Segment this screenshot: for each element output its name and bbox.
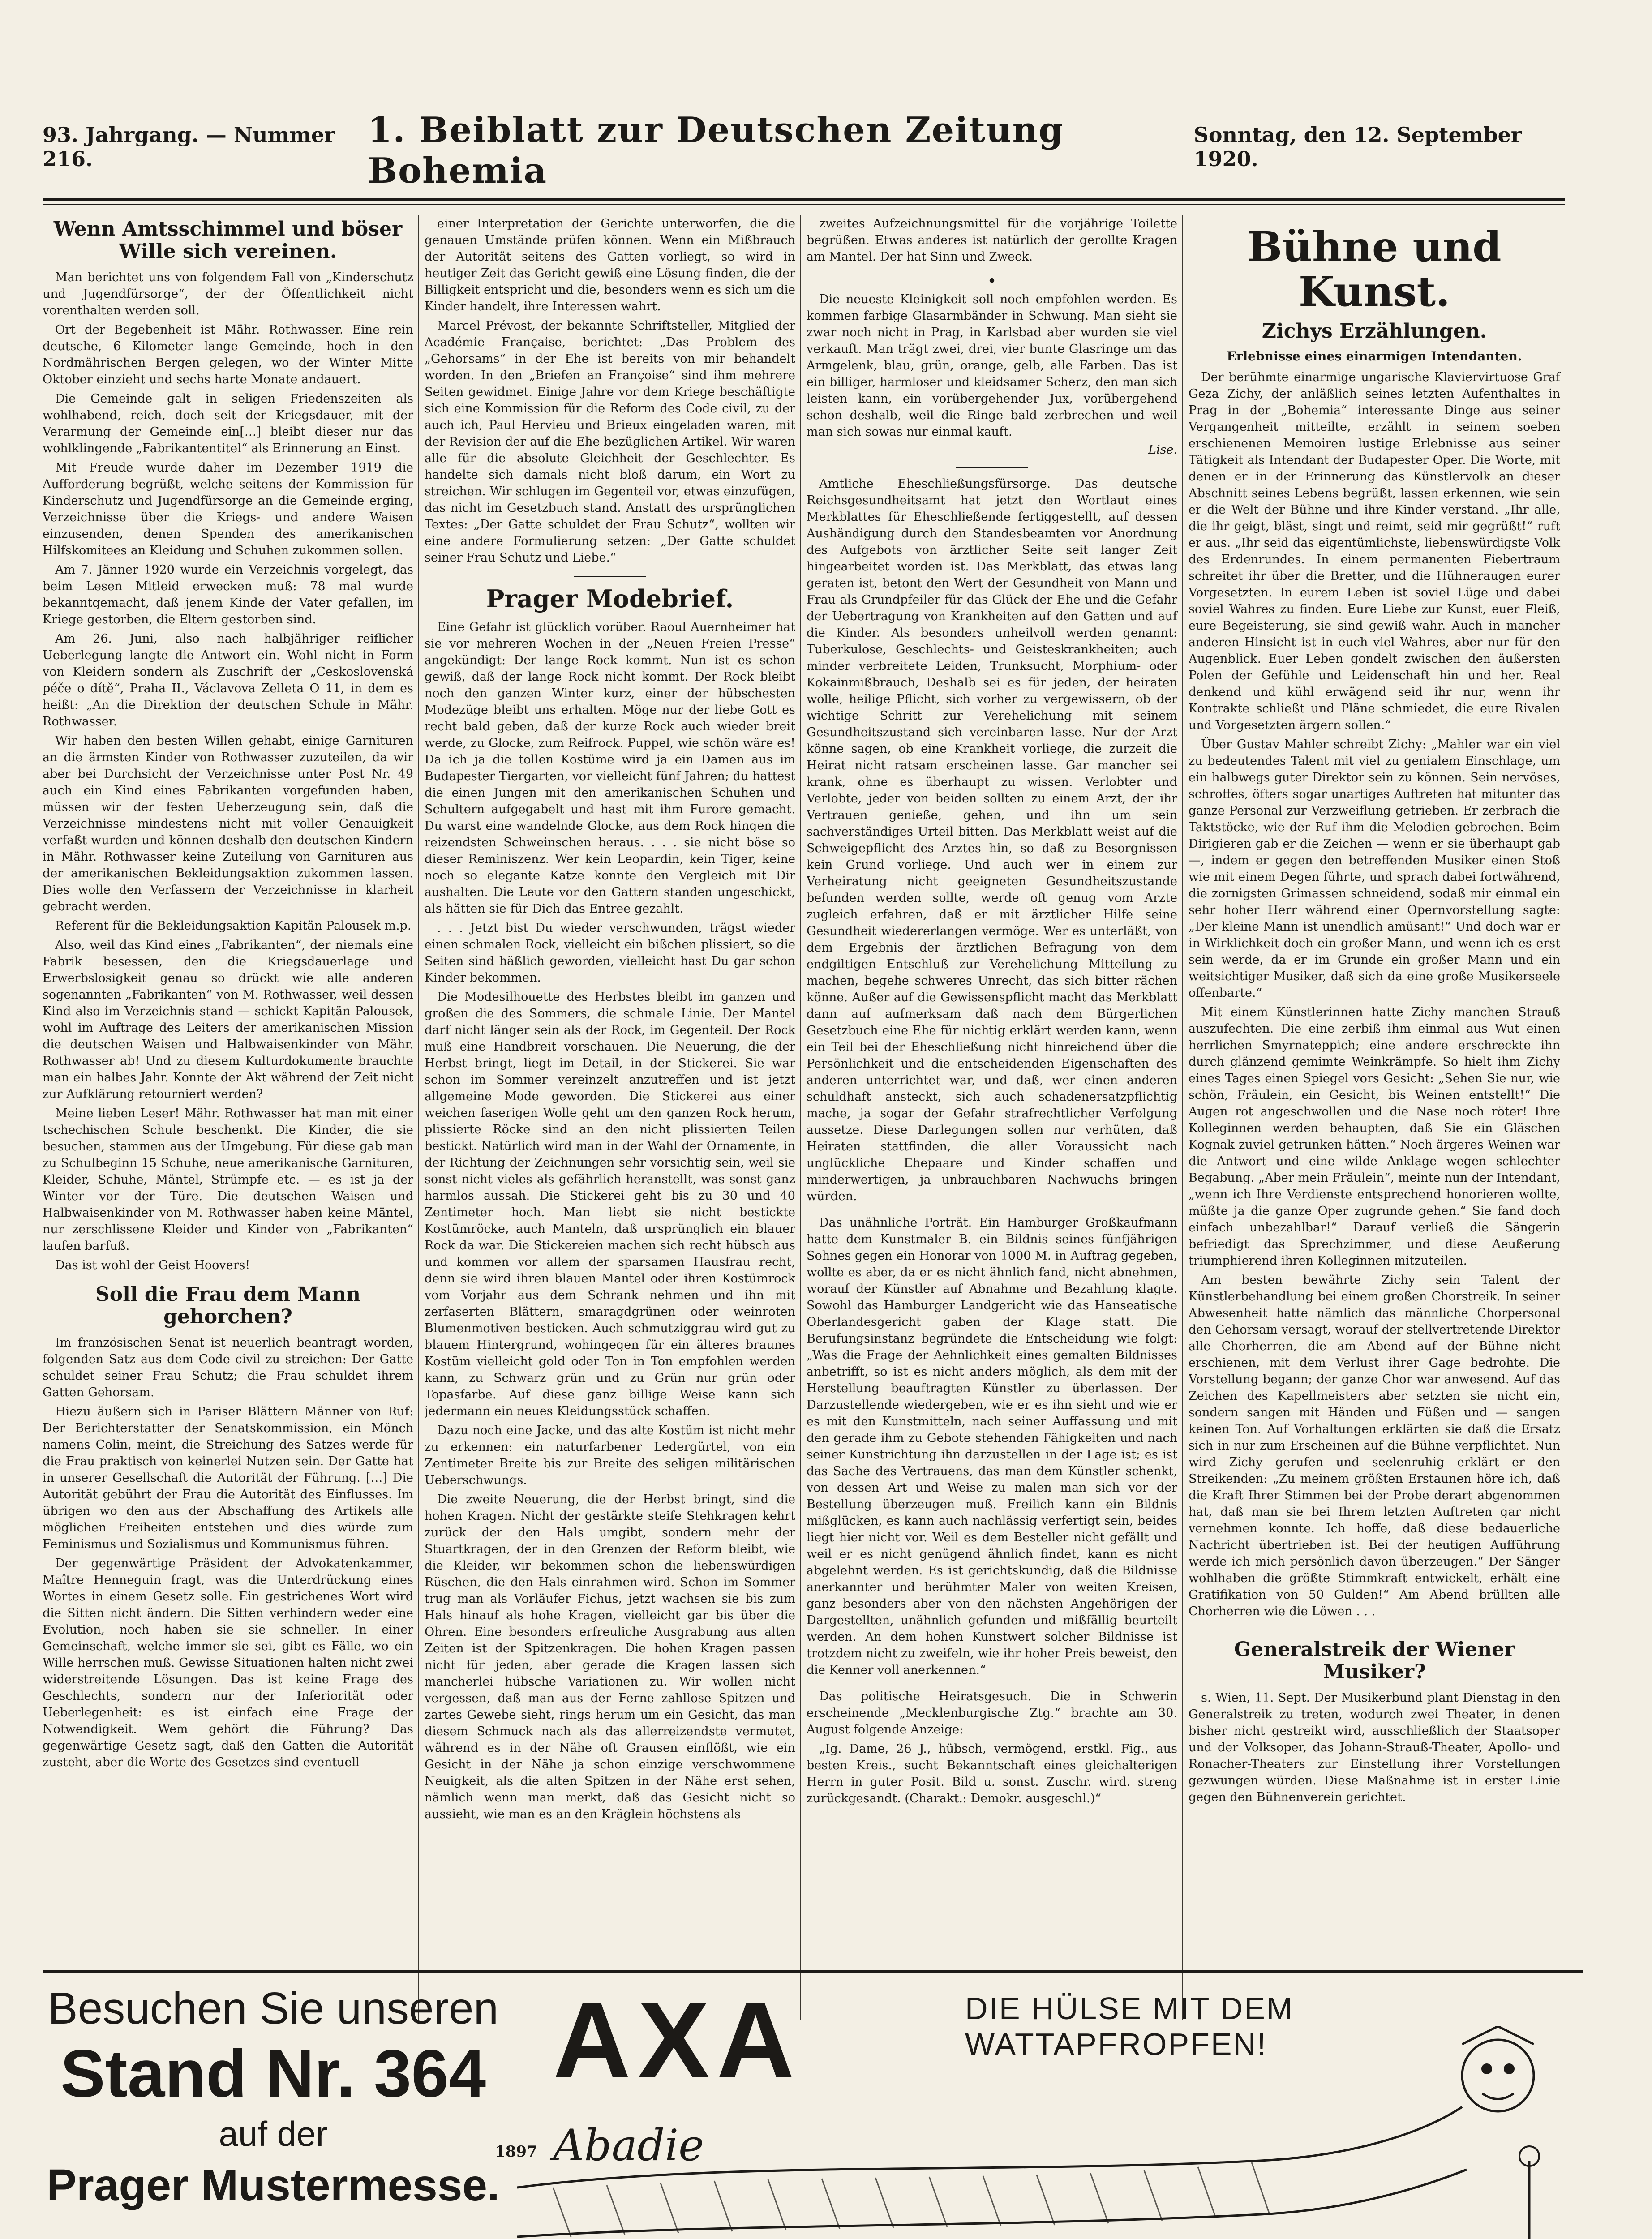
article-paragraph: Meine lieben Leser! Mähr. Rothwasser hat man mit einer tschechischen Schule beschenkt. Die Kinder, die sie besuchen, stammen aus der Umgebung. Für diese gab man zu Schulbeginn 15 Schuhe, neue amerikanische Garnituren, Kleider, Schuhe, Mäntel, Strümpfe etc. — es ist ja der Winter vor der Türe. Die deutschen Waisen und Halbwaisenkinder von M. Rothwasser haben keine Mäntel, nur zerschlissene Kleider und Kinder von „Fabrikanten“ laufen barfuß. (43, 1107, 413, 1253)
masthead (43, 110, 1565, 201)
ad-stand-number: Stand Nr. 364 (60, 2036, 486, 2111)
article-headline: Soll die Frau dem Mann gehorchen? (95, 1283, 360, 1328)
article-paragraph: Der berühmte einarmige ungarische Klaviervirtuose Graf Geza Zichy, der anläßlich seines letzten Aufenthaltes in Prag in der „Bohemia“ interessante Dinge aus seiner Vergangenheit mitteilte, erzählt in seinem soeben erschienenen Memoiren lustige Erlebnisse aus seiner Tätigkeit als Intendant der Budapester Oper. Die Worte, mit denen er in der Erinnerung das Künstlervolk an dieser Abschnitt seines Lebens begrüßt, lassen erkennen, wie sein er die Welt der Bühne und ihre Kinder verstand. „Ihr alle, die ihr geigt, bläst, singt und reimt, seid mir gegrüßt!“ ruft er aus. „Ihr seid das eigentümlichste, liebenswürdigste Volk des Erdenrundes. In einem permanenten Fiebertraum schreitet ihr über die Bretter, und die Hühneraugen eurer Vorgesetzten. In eurem Leben ist soviel Lüge und dabei soviel Wahres zu finden. Eure Liebe zur Kunst, euer Fleiß, eure Begeisterung, sie sind gewiß wahr. Auch in mancher anderen Hinsicht ist in euch viel Wahres, aber nur für den Augenblick. Euer Leben gondelt zwischen den äußersten Polen der Gefühle und Leidenschaft hin und her. Real denkend und kühl erwägend seid ihr nur, wenn ihr Kontrakte schließt und Pläne schmiedet, die eure Rivalen und Vorgesetzten ärgern sollen.“ (1189, 370, 1560, 732)
article-paragraph: Amtliche Eheschließungsfürsorge. Das deutsche Reichsgesundheitsamt hat jetzt den Wortlaut eines Merkblattes für Eheschließende fertiggestellt, auf dessen Aushändigung durch den Standesbeamten vor Anordnung des Aufgebots von ärztlicher Seite seit langer Zeit hingearbeitet worden ist. Das Merkblatt, das etwas lang geraten ist, betont den Wert der Gesundheit von Mann und Frau als Grundpfeiler für das Glück der Ehe und die Gefahr der Uebertragung von Krankheiten auf den Gatten und auf die Kinder. Als besonders unheilvoll werden genannt: Tuberkulose, Geschlechts- und Geisteskrankheiten; auch minder verbreitete Leiden, Trunksucht, Morphium- oder Kokainmißbrauch, Deshalb sei es für jeden, der heiraten wolle, heilige Pflicht, sich vorher zu vergewissern, ob der wichtige Schritt zur Verehelichung mit seinem Gesundheitszustand sich vereinbaren lasse. Nur der Arzt könne sagen, ob eine Krankheit vorliege, die zurzeit die Heirat nicht ratsam erscheinen lasse. Gar mancher sei krank, ohne es überhaupt zu wissen. Verlobter und Verlobte, jeder von beiden sollten zu einem Arzt, der ihr Vertrauen genieße, gehen, und ihn um sein sachverständiges Urteil bitten. Das Merkblatt weist auf die Schweigepflicht des Arztes hin, so daß zu Besorgnissen kein Grund vorliege. Und auch wer in einem zur Verheiratung nicht geeigneten Gesundheitszustande befunden werden sollte, werde oft genug vom Arzte zugleich erfahren, daß er mit ärztlicher Hilfe seine Gesundheit wiedererlangen vermöge. Wer es unterläßt, von dem Ergebnis der ärztlichen Befragung von dem endgiltigen Entschluß zur Verehelichung Mitteilung zu machen, begehe schweres Unrecht, das sich bitter rächen könne. Außer auf die Gewissenspflicht macht das Merkblatt dann auf aufmerksam daß nach dem Bürgerlichen Gesetzbuch eine Ehe für nichtig erklärt werden kann, wenn ein Teil bei der Eheschließung nicht hinreichend über die Persönlichkeit und die entscheidenden Eigenschaften des anderen unterrichtet war, und daß, wer einen anderen schuldhaft ansteckt, sich auch schadenersatzpflichtig mache, ja sogar der Gefahr strafrechtlicher Verfolgung aussetze. Diese Darlegungen sollen nur verhüten, daß Heiraten stattfinden, die aller Voraussicht nach unglückliche Ehepaare und Kinder schaffen und minderwertigen, ja unbrauchbaren Nachwuchs bringen würden. (807, 477, 1177, 1203)
article-amtsschimmel (43, 218, 413, 1274)
ad-fair-name: Prager Mustermesse. (47, 2160, 500, 2210)
article-paragraph: Man berichtet uns von folgendem Fall von „Kinderschutz und Jugendfürsorge“, der der Öffentlichkeit nicht vorenthalten werden soll. (43, 270, 413, 317)
article-paragraph: zweites Aufzeichnungsmittel für die vorjährige Toilette begrüßen. Etwas anderes ist natürlich der gerollte Kragen am Mantel. Der hat Sinn und Zweck. (807, 217, 1177, 264)
article-headline: Prager Modebrief. (486, 584, 734, 613)
masthead-rule (43, 204, 1565, 205)
ad-line-1: Besuchen Sie unseren (47, 1983, 499, 2033)
article-headline: Wenn Amtsschimmel und böser Wille sich vereinen. (53, 218, 403, 263)
article-buehne-und-kunst (1189, 224, 1560, 1620)
ad-signature-logo: Abadie (553, 2120, 704, 2170)
article-paragraph: Eine Gefahr ist glücklich vorüber. Raoul Auernheimer hat sie vor mehreren Wochen in der „Neuen Freien Presse“ angekündigt: Der lange Rock kommt. Nun ist es schon gewiß, daß der lange Rock nicht kommt. Der Rock bleibt noch den ganzen Winter kurz, einer der hübschesten Modezüge bleibt uns erhalten. Möge nur der liebe Gott es recht bald geben, daß der kurze Rock auch wieder breit werde, zu Glocke, zum Reifrock. Puppel, wie schön wäre es! Da ich ja die tollen Kostüme wird ja ein Damen aus im Budapester Tiergarten, vor vielleicht fünf Jahren; du hattest die einen Jungen mit den amerikanischen Schuhen und Schultern aufgegabelt und hast mit ihm Furore gemacht. Du warst eine wandelnde Glocke, aus dem Rock hingen die reizendsten Schweinschen heraus. . . . sie nicht böse so dieser Reminiszenz. Wer kein Leopardin, kein Tiger, keine noch so elegante Katze konnte den Vergleich mit Dir aushalten. Die Leute vor den Gattern standen ungeschickt, als hätten sie für Dich das Entree gezahlt. (425, 620, 795, 916)
article-paragraph: Der gegenwärtige Präsident der Advokatenkammer, Maître Henneguin fragt, was die Unterdrückung eines Wortes in einem Gesetz solle. Ein gestrichenes Wort wird die Sitten nicht ändern. Die Sitten verhindern weder eine Evolution, noch haben sie sie schneller. In einer Gemeinschaft, welche immer sie sei, gibt es Fälle, wo ein Wille herrschen muß. Gewisse Situationen halten nicht zwei widerstreitende Lösungen. Das ist keine Frage des Geschlechts, sondern nur der Inferiorität oder Ueberlegenheit: es ist einfach eine Frage der Notwendigkeit. Wem gehört die Führung? Das gegenwärtige Gesetz sagt, daß den Gatten die Autorität zusteht, aber die Worte des Gesetzes sind eventuell (43, 1557, 413, 1769)
column-2 (425, 215, 801, 2020)
ad-tagline (965, 1990, 1294, 2062)
article-paragraph: Die neueste Kleinigkeit soll noch empfohlen werden. Es kommen farbige Glasarmbänder in Schwung. Man sieht sie zwar noch nicht in Prag, in Karlsbad aber wurden sie viel verkauft. Man trägt zwei, drei, vier bunte Glasringe um das Armgelenk, blau, grün, orange, gelb, alle Farben. Das ist ein billiger, harmloser und kleidsamer Scherz, den man sich leisten kann, ein vorübergehender Jux, vorübergehend schon deshalb, weil die Ringe bald zerbrechen und weil man sich sowas nur einmal kauft. (807, 292, 1177, 439)
article-paragraph: Hiezu äußern sich in Pariser Blättern Männer von Ruf: Der Berichterstatter der Senatskommission, ein Mönch namens Colin, meint, die Streichung des Satzes werde für die Frau praktisch von keinerlei Nutzen sein. Der Gatte hat in unserer Gesellschaft die Autorität der Führung. […] Die Autorität gebührt der Frau die Autorität des Einflusses. Im übrigen wo den aus der Abschaffung des Artikels alle möglichen Freiheiten entstehen und dies würde zum Feminismus und Sozialismus und Kommunismus führen. (43, 1405, 413, 1551)
article-paragraph: Das politische Heiratsgesuch. Die in Schwerin erscheinende „Mecklenburgische Ztg.“ brachte am 30. August folgende Anzeige: (807, 1690, 1177, 1737)
article-paragraph: Ort der Begebenheit ist Mähr. Rothwasser. Eine rein deutsche, 6 Kilometer lange Gemeinde, hoch in den Nordmährischen Bergen gelegen, wo der Winter Mitte Oktober einzieht und sechs harte Monate andauert. (43, 323, 413, 386)
ad-brand-logo: AXA (553, 1980, 802, 2100)
article-paragraph: Das ist wohl der Geist Hoovers! (55, 1258, 250, 1272)
article-heiratsgesuch (807, 1688, 1177, 1807)
section-headline: Bühne und Kunst. (1247, 223, 1502, 316)
ad-text-block (43, 1982, 504, 2214)
article-paragraph: Wir haben den besten Willen gehabt, einige Garnituren an die ärmsten Kinder von Rothwasser zuzuteilen, da wir aber bei Durchsicht der Verzeichnisse unter Post Nr. 49 auch ein Kind eines Fabrikanten vorgefunden haben, müssen wir der festen Ueberzeugung sein, daß die Verzeichnisse mindestens nicht mit voller Genauigkeit verfaßt wurden und können deshalb den deutschen Kindern in Mähr. Rothwasser keine Zuteilung von Garnituren aus der amerikanischen Bekleidungsaktion zukommen lassen. Dies wolle den Verfassern der Verzeichnisse in klarheit gebracht werden. (43, 734, 413, 914)
article-paragraph: Am 26. Juni, also nach halbjähriger reiflicher Ueberlegung langte die Antwort ein. Wohl nicht in Form von Kleidern sondern als Zuschrift der „Ceskoslovenská péče o dítě“, Praha II., Václavova Zelleta O 11, in dem es heißt: „An die Direktion der deutschen Schule in Mähr. Rothwasser. (43, 632, 413, 729)
article-paragraph: . . . Jetzt bist Du wieder verschwunden, trägst wieder einen schmalen Rock, vielleicht ein bißchen plissiert, so die Seiten sind häßlich geworden, vielleicht hast Du gar schon Kinder bekommen. (425, 921, 795, 985)
article-portraet (807, 1214, 1177, 1678)
axa-advertisement (43, 1970, 1583, 2239)
article-paragraph: Am besten bewährte Zichy sein Talent der Künstlerbehandlung bei einem großen Chorstreik. In seiner Abwesenheit hatte nämlich das männliche Chorpersonal den Gehorsam versagt, worauf der stellvertretende Direktor alle Chorherren, die am Abend auf der Bühne nicht erschienen, mit dem Verlust ihrer Gage bedrohte. Die Vorstellung begann; der ganze Chor war anwesend. Auf das Zeichen des Kapellmeisters aber setzten sie nicht ein, sondern sangen mit Händen und Füßen und — sangen keinen Ton. Auf Vorhaltungen erklärten sie daß die Ersatz sich in nur zum Erscheinen auf die Bühne verpflichtet. Nun wird Zichy gerufen und seelenruhig erklärt er den Streikenden: „Zu meinem größten Erstaunen höre ich, daß die Kraft Ihrer Stimmen bei der Probe derart abgenommen hat, daß man sie bei Ihrem letzten Auftreten gar nicht vernehmen konnte. Ich hoffe, daß diese bedauerliche Nachricht übertrieben ist. Bei der heutigen Aufführung werde ich mich persönlich davon überzeugen.“ Der Sänger wohlhaben die größte Stimmkraft entwickelt, erhält eine Gratifikation von 50 Gulden!“ Am Abend brüllten alle Chorherren wie die Löwen . . . (1189, 1273, 1560, 1618)
bullet-ornament: • (987, 272, 997, 291)
newspaper-title: 1. Beiblatt zur Deutschen Zeitung Bohemia (368, 110, 1064, 191)
article-paragraph: Mit Freude wurde daher im Dezember 1919 die Aufforderung begrüßt, welche seitens der Kommission für Kinderschutz und Jugendfürsorge an die Gemeinde erging, Verzeichnisse über die Kriegs- und andere Waisen einzusenden, denen Spenden des amerikanischen Hilfskomitees an Kleidung und Schuhen zukommen sollen. (43, 461, 413, 558)
newspaper-page (43, 110, 1565, 2020)
article-paragraph: s. Wien, 11. Sept. Der Musikerbund plant Dienstag in den Generalstreik zu treten, wodurch zwei Theater, in denen bisher nicht gestreikt wird, ausschließlich der Staatsoper und der Volksoper, das Johann-Strauß-Theater, Apollo- und Ronacher-Theaters zur Einstellung ihrer Vorstellungen gezwungen würden. Diese Maßnahme ist in erster Linie gegen den Bühnenverein gerichtet. (1189, 1691, 1560, 1804)
article-paragraph: Mit einem Künstlerinnen hatte Zichy manchen Strauß auszufechten. Die eine zerbiß ihm einmal aus Wut einen herrlichen Smyrnateppich; eine andere erschreckte ihn durch glänzend gemimte Weinkrämpfe. So hielt ihm Zichy eines Tages einen Spiegel vors Gesicht: „Sehen Sie nur, wie schön, Fräulein, ein Gesicht, bis Weinen entstellt!“ Die Augen rot angeschwollen und die Nase noch röter! Ihre Kolleginnen werden behaupten, daß Sie ein Gläschen Kognak zuviel getrunken hätten.“ Noch ärgeres Weinen war die Antwort und eine wilde Anklage wegen schlechter Begabung. „Aber mein Fräulein“, meinte nun der Intendant, „wenn ich Ihre Verdienste entsprechend honorieren wollte, müßte ja die ganze Oper zugrunde gehen.“ Sie fand doch einfach unbezahlbar!“ Darauf verließ die Sängerin befriedigt das Sprechzimmer, und diese Aeußerung triumphierend ihren Kolleginnen mitzuteilen. (1189, 1005, 1560, 1268)
column-3 (807, 215, 1183, 2020)
article-eheschliessung (807, 476, 1177, 1205)
article-paragraph: Dazu noch eine Jacke, und das alte Kostüm ist nicht mehr zu erkennen: ein naturfarbener Ledergürtel, von ein Zentimeter Breite bis zur Breite des seligen militärischen Ueberschwungs. (425, 1424, 795, 1487)
article-paragraph: Marcel Prévost, der bekannte Schriftsteller, Mitglied der Académie Française, berichtet: „Das Problem des „Gehorsams“ in der Ehe ist bereits von mir behandelt worden. In den „Briefen an Françoise“ sind ihm mehrere Seiten gewidmet. Einige Jahre vor dem Kriege beschäftigte sich eine Kommission für die Reform des Code civil, zu der auch ich, Paul Hervieu und Brieux eingeladen waren, mit der Revision der auf die Ehe bezüglichen Artikel. Wir waren alle für die absolute Gleichheit der Geschlechter. Es handelte sich damals nicht bloß darum, ein Wort zu streichen. Wir schlugen im Gegenteil vor, etwas einzufügen, das nicht im Gesetzbuch stand. Anstatt des ursprünglichen Textes: „Der Gatte schuldet der Frau Schutz“, wollten wir eine andere Formulierung setzen: „Der Gatte schuldet seiner Frau Schutz und Liebe.“ (425, 319, 795, 565)
ad-tagline-line-1: DIE HÜLSE MIT DEM (965, 1991, 1294, 2026)
author-signature: Lise. (1148, 443, 1177, 457)
article-paragraph: Referent für die Bekleidungsaktion Kapitän Palousek m.p. (55, 919, 412, 933)
article-prager-modebrief (425, 585, 795, 1823)
article-paragraph: einer Interpretation der Gerichte unterworfen, die die genauen Umstände prüfen können. Wenn ein Mißbrauch der Autorität seitens des Gatten vorliegt, so wird in heutiger Zeit das Gericht gewiß eine Lösung finden, die der Billigkeit entspricht und die, besonders wenn es sich um die Kinder handelt, ihre Interessen wahrt. (425, 217, 795, 313)
article-generalstreik (1189, 1639, 1560, 1806)
ad-line-3: auf der (219, 2114, 328, 2153)
issue-date: Sonntag, den 12. September 1920. (1193, 123, 1522, 171)
article-headline: Zichys Erzählungen. (1262, 320, 1487, 343)
column-1 (43, 215, 419, 2020)
article-paragraph: Am 7. Jänner 1920 wurde ein Verzeichnis vorgelegt, das beim Lesen Mitleid erwecken muß: 78 mal wurde bekanntgemacht, daß jenem Kinde der Vater gefallen, im Kriege gestorben, die Eltern gestorben sind. (43, 563, 413, 626)
article-kicker: Erlebnisse eines einarmigen Intendanten. (1227, 349, 1522, 364)
ad-tagline-line-2: WATTAPFROPFEN! (965, 2027, 1267, 2062)
column-4 (1189, 215, 1565, 2020)
issue-number: 93. Jahrgang. — Nummer 216. (43, 123, 335, 171)
divider (574, 576, 646, 577)
article-columns (43, 215, 1565, 2020)
article-frau-gehorchen-continued (425, 215, 795, 566)
article-paragraph: „Ig. Dame, 26 J., hübsch, vermögend, erstkl. Fig., aus besten Kreis., sucht Bekanntschaft eines gleichalterigen Herrn in guter Posit. Bild u. sonst. Zuschr. wird. streng zurückgesandt. (Charakt.: Demokr. ausgeschl.)“ (807, 1742, 1177, 1806)
article-paragraph: Die zweite Neuerung, die der Herbst bringt, sind die hohen Kragen. Nicht der gestärkte steife Stehkragen kehrt zurück der den Hals umgibt, sondern mehr der Stuartkragen, der in den Grenzen der Reform bleibt, wie die Kleider, wir bekommen schon die liebenswürdigen Rüschen, die den Hals einrahmen wird. Schon im Sommer trug man als Vorläufer Fichus, jetzt wachsen sie bis zum Hals hinauf als hohe Kragen, vielleicht gar bis über die Ohren. Eine besonders erfreuliche Ausgrabung aus alten Zeiten ist der Spitzenkragen. Die hohen Kragen passen nicht für jeden, aber gerade die Kragen lassen sich mancherlei hübsche Variationen zu. Wir wollen nicht vergessen, daß man aus der Ferne zahllose Spitzen und zartes Gewebe sieht, rings herum um ein Gesicht, das man diesem Schmuck nach als das allerreizendste vermutet, während es in der Nähe oft Grausen einflößt, wie ein Gesicht in der Nähe ja schon einzige verschwommene Neuigkeit, als die alten Spitzen in der Nähe erst sehen, nämlich wenn man merkt, daß das Gesicht nicht so aussieht, wie man es an den Kräglein höchstens als (425, 1493, 795, 1821)
article-paragraph: Über Gustav Mahler schreibt Zichy: „Mahler war ein viel zu bedeutendes Talent mit viel zu genialem Einschlage, um ein halbwegs guter Direktor sein zu können. Sein nervöses, schroffes, öfters sogar unartiges Auftreten hat mitunter das ganze Personal zur Verzweiflung getrieben. Er zerbrach die Taktstöcke, wie der Ruf ihm die Melodien gebrochen. Beim Dirigieren gab er die Zeichen — wenn er sie überhaupt gab —, indem er gegen den betreffenden Musiker einen Stoß wie mit einem Degen führte, und sprach dabei fortwährend, die zornigsten Grimassen schneidend, sodaß mir einmal ein sehr hoher Herr während einer Opernvorstellung sagte: „Der kleine Mann ist unendlich amüsant!“ Und doch war er in Wirklichkeit doch ein großer Mann, und wenn ich es erst sein werde, da er im Grunde ein großer Mann und ein weitsichtiger Musiker, daß sich da eine große Musikerseele offenbarte.“ (1189, 738, 1560, 1000)
article-glasarmbaender (807, 291, 1177, 457)
ad-year: 1897 (495, 2143, 537, 2161)
article-paragraph: Das unähnliche Porträt. Ein Hamburger Großkaufmann hatte dem Kunstmaler B. ein Bildnis seines fünfjährigen Sohnes gegen ein Honorar von 1000 M. in Auftrag gegeben, wollte es aber, da er es nicht ähnlich fand, nicht abnehmen, worauf der Künstler auf Abnahme und Bezahlung klagte. Sowohl das Hamburger Landgericht wie das Hanseatische Oberlandesgericht gaben der Klage statt. Die Berufungsinstanz begründete die Entscheidung wie folgt: „Was die Frage der Aehnlichkeit eines gemalten Bildnisses anbetrifft, so ist es nicht anders möglich, als dem mit der Herstellung beauftragten Künstler zu überlassen. Der Darzustellende wiedergeben, wie er es ihn sieht und wie er es mit den Kunstmitteln, nach seiner Auffassung und mit den gerade ihm zu Gebote stehenden Fähigkeiten und nach seiner Kunstrichtung ihn darzustellen in der Lage ist; es ist das Sache des Vertrauens, das man dem Künstler schenkt, von dessen Art und Weise zu malen man sich vor der Bestellung überzeugen muß. Freilich kann ein Bildnis mißglücken, es kann auch nachlässig verfertigt sein, beides liegt hier nicht vor. Weil es dem Besteller nicht gefällt und weil er es nicht genügend ähnlich findet, kann es nicht abgelehnt werden. Es ist gerichtskundig, daß die Bildnisse anerkannter und berühmter Maler von weiten Kreisen, ganz besonders aber von den nächsten Angehörigen der Dargestellten, unähnlich gefunden und mißfällig beurteilt werden. An dem hohen Kunstwert solcher Bildnisse ist trotzdem nicht zu zweifeln, wie ihr hoher Preis beweist, den die Kenner voll anerkennen.“ (807, 1216, 1177, 1677)
article-paragraph: Also, weil das Kind eines „Fabrikanten“, der niemals eine Fabrik besessen, den die Kriegsdauerlage und Erwerbslosigkeit genau so drückt wie alle anderen sogenannten „Fabrikanten“ von M. Rothwasser, weil dessen Kind also im Verzeichnis stand — schickt Kapitän Palousek, wohl im Auftrage des Leiters der amerikanischen Mission die deutschen Waisen und Halbwaisenkinder von Mähr. Rothwasser ab! Und zu diesem Kulturdokumente brauchte man ein halbes Jahr. Konnte der Akt während der Zeit nicht zur Aufklärung retourniert werden? (43, 938, 413, 1101)
article-headline: Generalstreik der Wiener Musiker? (1234, 1638, 1515, 1683)
article-frau-gehorchen (43, 1283, 413, 1771)
divider (956, 467, 1028, 468)
article-paragraph: Im französischen Senat ist neuerlich beantragt worden, folgenden Satz aus dem Code civil zu streichen: Der Gatte schuldet seiner Frau Schutz; die Frau schuldet ihrem Gatten Gehorsam. (43, 1336, 413, 1399)
article-paragraph: Die Modesilhouette des Herbstes bleibt im ganzen und großen die des Sommers, die schmale Linie. Der Mantel darf nicht länger sein als der Rock, im Gegenteil. Der Rock muß eine Handbreit vorschauen. Die Neuerung, die der Herbst bringt, liegt im Detail, in der Stickerei. Sie war schon im Sommer vereinzelt anzutreffen und ist jetzt allgemeine Mode geworden. Die Stickerei aus einer weichen faserigen Wolle geht um den ganzen Rock herum, plissierte Röcke sind an den nicht plissierten Teilen bestickt. Natürlich wird man in der Wahl der Ornamente, in der Richtung der Zeichnungen sehr vorsichtig sein, weil sie sonst nicht vieles als gefährlich heranstellt, was sonst ganz harmlos aussah. Die Stickerei geht bis zu 30 und 40 Zentimeter hoch. Man liebt sie nicht bestickte Kostümröcke, auch Manteln, daß ursprünglich ein blauer Rock da war. Die Stickereien machen sich recht hübsch aus und kommen vor allem der sparsamen Hausfrau recht, denn sie wird ihren blauen Mantel oder ihren Kostümrock vom Vorjahr aus dem Schrank nehmen und ihn mit zerfaserten Blättern, smaragdgrünen oder weinroten Blumenmotiven besticken. Auch schmutziggrau wird gut zu blauem Hintergrund, wohingegen für ein älteres braunes Kostüm vielleicht gold oder Ton in Ton empfohlen werden kann, zu Schwarz grün und zu Grün nur grün oder Topasfarbe. Auf diese ganz billige Weise kann sich jedermann ein neues Kleidungsstück schaffen. (425, 990, 795, 1418)
article-paragraph: Die Gemeinde galt in seligen Friedenszeiten als wohlhabend, reich, doch seit der Kriegsdauer, mit der Verarmung der Gemeinde ein[…] bleibt dieser nur das wohlklingende „Fabrikantentitel“ als Erinnerung an Einst. (43, 392, 413, 455)
article-modebrief-continued (807, 215, 1177, 265)
